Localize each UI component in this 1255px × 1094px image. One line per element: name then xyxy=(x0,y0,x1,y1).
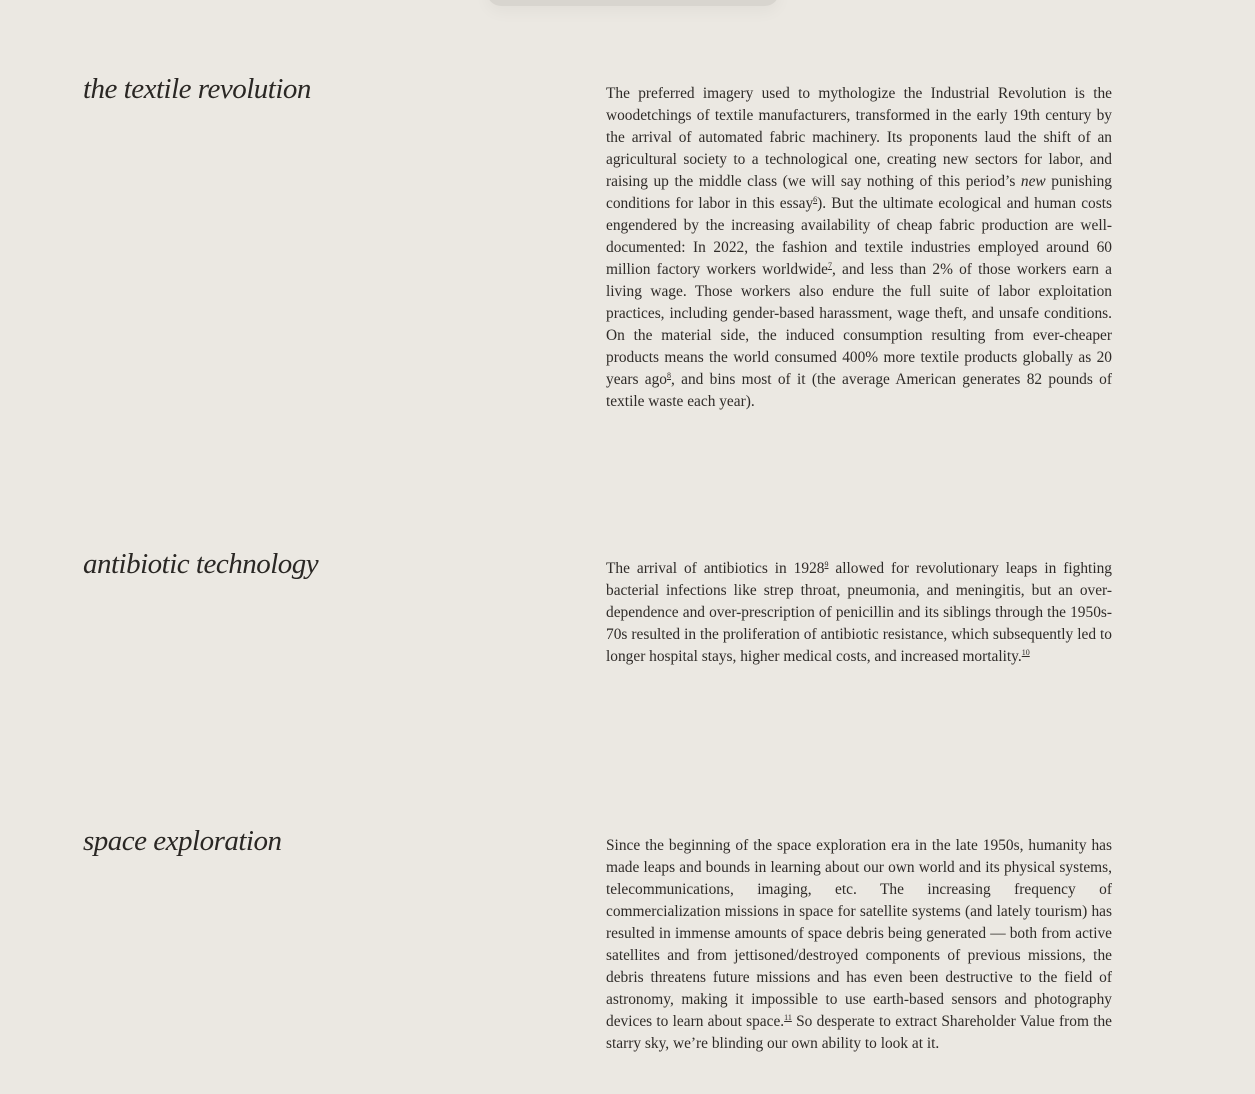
section-body xyxy=(606,83,1112,413)
footnote-ref-11[interactable]: 11 xyxy=(784,1013,792,1022)
footnote-ref-7[interactable]: 7 xyxy=(828,261,832,270)
body-text-run: The arrival of antibiotics in 1928 xyxy=(606,560,825,577)
footnote-ref-8[interactable]: 8 xyxy=(667,371,671,380)
section-heading: antibiotic technology xyxy=(83,548,319,580)
body-text-run: ). But the ultimate ecological and human costs engendered by the increasing availability of cheap fabric production are well-documented: In 2022, the fashion and textile industries employed around 60 million factory workers worldwide xyxy=(606,195,1112,278)
section-body xyxy=(606,835,1112,1055)
emphasis-text: new xyxy=(1020,173,1046,190)
body-text-run: punishing conditions for labor in this essay xyxy=(606,173,1112,212)
footnote-ref-6[interactable]: 6 xyxy=(813,195,818,204)
body-text-run: allowed for revolutionary leaps in fighting bacterial infections like strep throat, pneumonia, and meningitis, but an over-dependence and over-prescription of penicillin and its siblings through the 1950s-70s resulted in the proliferation of antibiotic resistance, which subsequently led to longer hospital stays, higher medical costs, and increased mortality. xyxy=(606,560,1112,665)
footnote-ref-10[interactable]: 10 xyxy=(1021,648,1030,657)
body-text-run: , and less than 2% of those workers earn a living wage. Those workers also endure the full suite of labor exploitation practices, including gender-based harassment, wage theft, and unsafe conditions. On the material side, the induced consumption resulting from ever-cheaper products means the world consumed 400% more textile products globally as 20 years ago xyxy=(606,261,1112,388)
section-heading: the textile revolution xyxy=(83,73,311,105)
body-text-run: The preferred imagery used to mythologize the Industrial Revolution is the woodetchings of textile manufacturers, transformed in the early 19th century by the arrival of automated fabric machinery. Its proponents laud the shift of an agricultural society to a technological one, creating new sectors for labor, and raising up the middle class (we will say nothing of this period’s xyxy=(606,85,1112,190)
top-navigation-tab xyxy=(487,0,779,6)
section-body xyxy=(606,558,1112,668)
footnote-ref-9[interactable]: 9 xyxy=(824,560,829,569)
body-text-run: , and bins most of it (the average American generates 82 pounds of textile waste each year). xyxy=(606,371,1112,410)
body-text-run: Since the beginning of the space exploration era in the late 1950s, humanity has made leaps and bounds in learning about our own world and its physical systems, telecommunications, imaging, etc. The increasing frequency of commercialization missions in space for satellite systems (and lately tourism) has resulted in immense amounts of space debris being generated — both from active satellites and from jettisoned/destroyed components of previous missions, the debris threatens future missions and has even been destructive to the field of astronomy, making it impossible to use earth-based sensors and photography devices to learn about space. xyxy=(606,837,1112,1030)
body-text-run: So desperate to extract Shareholder Value from the starry sky, we’re blinding our own ability to look at it. xyxy=(606,1013,1112,1052)
section-heading: space exploration xyxy=(83,825,282,857)
